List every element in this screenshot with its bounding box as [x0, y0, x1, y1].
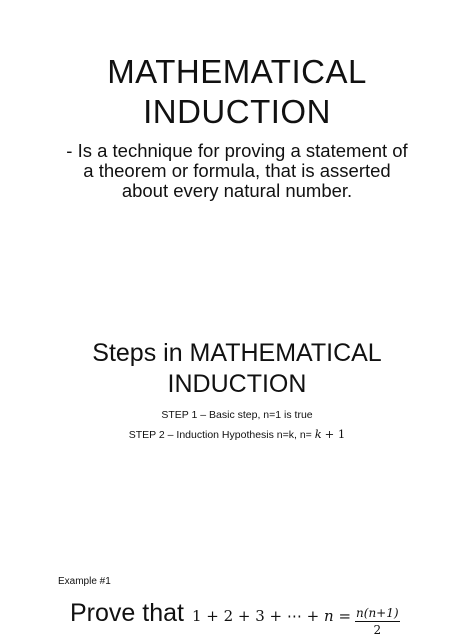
steps-list — [0, 406, 474, 445]
definition-line-3: about every natural number. — [121, 180, 353, 201]
sum-formula-fraction — [355, 598, 400, 637]
steps-heading-line-2: INDUCTION — [167, 370, 307, 398]
definition-line-1: - Is a technique for proving a statement of — [66, 140, 408, 161]
fraction-denominator: 2 — [373, 623, 382, 637]
step-2-text: STEP 2 – Induction Hypothesis n=k, n= — [128, 429, 312, 441]
sum-terms: 1 + 2 + 3 + ⋯ + — [191, 607, 325, 625]
title-line-1: MATHEMATICAL — [107, 53, 367, 90]
page-title — [0, 52, 474, 132]
definition-text — [0, 141, 474, 201]
step-2-increment: + 1 — [324, 427, 346, 441]
steps-heading-line-1: Steps in MATHEMATICAL — [92, 339, 382, 367]
example-statement — [70, 598, 400, 638]
sum-last-term: n — [324, 607, 334, 625]
definition-line-2: a theorem or formula, that is asserted — [83, 160, 391, 181]
fraction-numerator: n(n+1) — [356, 606, 399, 620]
step-2 — [0, 425, 474, 445]
steps-heading — [0, 338, 474, 400]
prove-word: Prove that — [70, 599, 184, 627]
equals-sign: = — [333, 607, 352, 625]
sum-expression — [192, 598, 351, 631]
example-label: Example #1 — [58, 576, 111, 587]
step-1: STEP 1 – Basic step, n=1 is true — [161, 409, 313, 421]
title-line-2: INDUCTION — [143, 93, 331, 130]
step-2-variable: k — [314, 427, 322, 441]
